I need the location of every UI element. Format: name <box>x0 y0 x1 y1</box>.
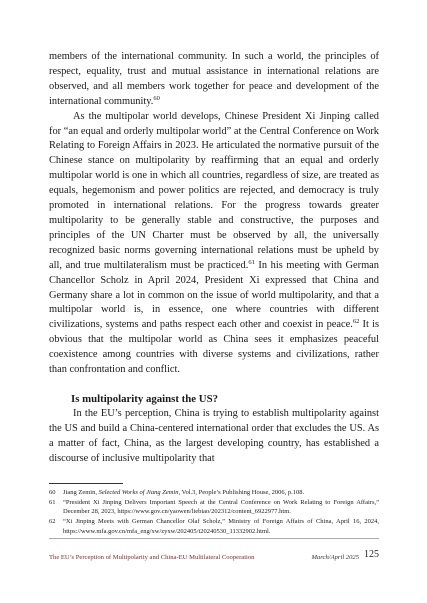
section-heading: Is multipolarity against the US? <box>71 392 218 405</box>
paragraph-2-text-c: It is obvious that the multipolar world as China sees it emphasizes peaceful coexistence among countries with diverse systems and civilizations, rather than confrontation and conflict. <box>49 319 379 376</box>
footnote-text: “Xi Jinping Meets with German Chancellor Olaf Scholz,” Ministry of Foreign Affairs of China, April 16, 2024, https://www.mfa.gov.cn/mfa_eng/xw/zyxw/202405/t20240530_11332902.html. <box>63 518 379 535</box>
paragraph-2-text-a: As the multipolar world develops, Chinese President Xi Jinping called for “an equal and orderly multipolar world” at the Central Conference on Work Relating to Foreign Affairs in 2023. He articulated the normative pursuit of the Chinese stance on multipolarity by reaffirming that an equal and orderly multipolar world is one in which all countries, regardless of size, are treated as equals, hegemonism and power politics are rejected, and democracy is truly promoted in international relations. For the progress towards greater multipolarity to be generally stable and constructive, the purposes and principles of the UN Charter must be observed by all, the universally recognized basic norms governing international relations must be upheld by all, and true multilateralism must be practiced. <box>49 110 379 271</box>
footnote-book-title: Selected Works of Jiang Zemin <box>98 489 179 496</box>
paragraph-3: In the EU’s perception, China is trying to establish multipolarity against the US and build a China-centered international order that excludes the US. As a matter of fact, China, as the largest developing country, has established a discourse of inclusive multipolarity that <box>49 407 379 464</box>
running-title: The EU’s Perception of Multipolarity and China-EU Multilateral Cooperation <box>49 554 255 561</box>
page-number: 125 <box>364 549 379 560</box>
paragraph-1-text: members of the international community. In such a world, the principles of respect, equality, trust and mutual assistance in international relations are observed, and all members work together for peace and development of the international community. <box>49 51 379 107</box>
footnote-60 <box>49 488 379 498</box>
issue-date: March/April 2025 <box>311 554 359 561</box>
footnote-divider <box>49 483 123 484</box>
footnote-61 <box>49 498 379 517</box>
footnote-text-end: , Vol.3, People’s Publishing House, 2006, p.108. <box>178 489 305 496</box>
footnote-text: Jiang Zemin, <box>63 489 99 496</box>
footnote-number: 62 <box>49 518 56 526</box>
body-text <box>49 50 379 467</box>
footnote-number: 60 <box>49 489 56 496</box>
paragraph-2 <box>49 110 379 378</box>
footnote-text: “President Xi Jinping Delivers Important Speech at the Central Conference on Work Relating to Foreign Affairs,” December 28, 2023, https://www.gov.cn/yaowen/liebiao/202312/content_6922977.htm. <box>63 498 379 516</box>
footnote-ref-60[interactable]: 60 <box>153 94 160 102</box>
paragraph-2-text-b: In his meeting with German Chancellor Scholz in April 2024, President Xi expressed that China and Germany share a lot in common on the issue of world multipolarity, and that a multipolar world is, in essence, one where countries with different civilizations, systems and paths respect each other and coexist in peace. <box>49 259 379 331</box>
footnotes <box>49 488 379 537</box>
paragraph-1 <box>49 50 379 110</box>
footnote-ref-61[interactable]: 61 <box>248 258 255 266</box>
footnote-number: 61 <box>49 498 56 506</box>
footnote-62 <box>49 517 379 536</box>
footer-divider <box>49 538 379 539</box>
footnote-ref-62[interactable]: 62 <box>352 318 360 326</box>
